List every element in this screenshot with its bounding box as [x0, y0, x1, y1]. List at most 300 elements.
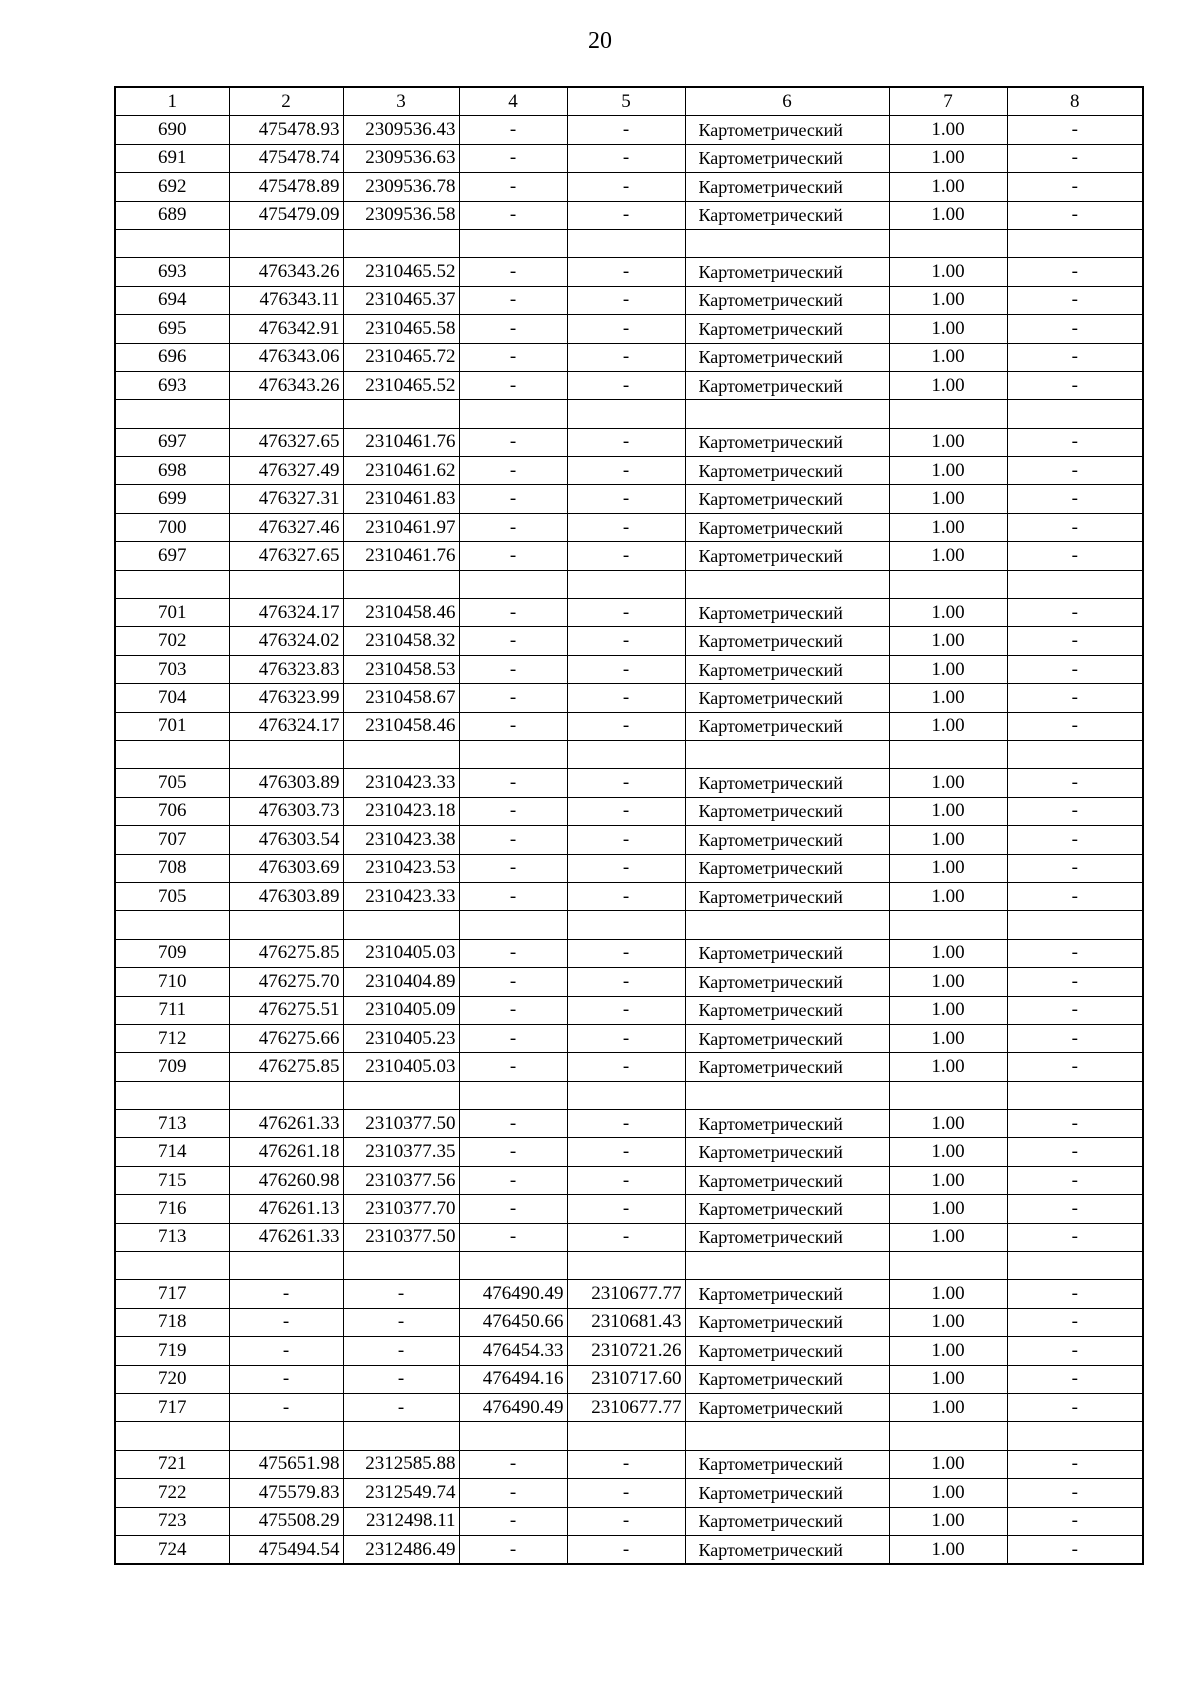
table-cell: -	[459, 286, 567, 314]
table-cell: 475479.09	[229, 201, 343, 229]
table-cell: -	[1007, 1479, 1143, 1507]
table-cell: -	[1007, 485, 1143, 513]
column-header: 3	[343, 87, 459, 116]
table-cell: 2310423.53	[343, 854, 459, 882]
table-row	[115, 1308, 1143, 1336]
table-cell: -	[459, 144, 567, 172]
empty-cell	[685, 911, 889, 939]
table-cell: 2310465.37	[343, 286, 459, 314]
table-cell: -	[567, 513, 685, 541]
table-cell: 713	[115, 1223, 229, 1251]
table-cell: -	[1007, 684, 1143, 712]
empty-cell	[685, 1081, 889, 1109]
table-cell: 1.00	[889, 1507, 1007, 1535]
table-row	[115, 1365, 1143, 1393]
table-cell: -	[459, 1195, 567, 1223]
table-cell: 1.00	[889, 201, 1007, 229]
table-cell: -	[567, 854, 685, 882]
table-cell: Картометрический	[685, 627, 889, 655]
separator-row	[115, 400, 1143, 428]
table-cell: 476275.51	[229, 996, 343, 1024]
table-row	[115, 1138, 1143, 1166]
table-cell: -	[229, 1308, 343, 1336]
table-cell: 1.00	[889, 1393, 1007, 1421]
table-row	[115, 485, 1143, 513]
table-cell: 2310461.83	[343, 485, 459, 513]
table-cell: Картометрический	[685, 1166, 889, 1194]
table-cell: 476275.85	[229, 1053, 343, 1081]
table-cell: 1.00	[889, 144, 1007, 172]
table-cell: -	[567, 684, 685, 712]
table-cell: 2310405.03	[343, 939, 459, 967]
table-cell: -	[459, 173, 567, 201]
table-cell: 711	[115, 996, 229, 1024]
table-cell: -	[567, 1223, 685, 1251]
table-cell: 1.00	[889, 1450, 1007, 1478]
table-cell: 2309536.43	[343, 116, 459, 144]
empty-cell	[459, 1422, 567, 1450]
table-cell: 476342.91	[229, 315, 343, 343]
column-header: 8	[1007, 87, 1143, 116]
table-cell: 2310458.46	[343, 599, 459, 627]
table-cell: 1.00	[889, 769, 1007, 797]
empty-cell	[1007, 229, 1143, 257]
table-cell: -	[459, 1450, 567, 1478]
column-header: 6	[685, 87, 889, 116]
table-cell: 476303.69	[229, 854, 343, 882]
table-cell: 2310677.77	[567, 1280, 685, 1308]
table-cell: -	[459, 371, 567, 399]
table-cell: 701	[115, 712, 229, 740]
empty-cell	[343, 911, 459, 939]
column-header: 7	[889, 87, 1007, 116]
table-cell: -	[1007, 826, 1143, 854]
table-cell: 699	[115, 485, 229, 513]
table-cell: -	[567, 655, 685, 683]
table-row	[115, 1166, 1143, 1194]
table-row	[115, 343, 1143, 371]
table-cell: 1.00	[889, 1280, 1007, 1308]
table-cell: -	[1007, 627, 1143, 655]
table-cell: -	[1007, 457, 1143, 485]
table-cell: 476303.54	[229, 826, 343, 854]
table-cell: -	[459, 542, 567, 570]
table-cell: 476454.33	[459, 1337, 567, 1365]
table-cell: -	[343, 1365, 459, 1393]
empty-cell	[115, 911, 229, 939]
table-row	[115, 1280, 1143, 1308]
table-cell: 2310458.46	[343, 712, 459, 740]
table-cell: 692	[115, 173, 229, 201]
table-row	[115, 286, 1143, 314]
empty-cell	[459, 229, 567, 257]
empty-cell	[459, 1252, 567, 1280]
empty-cell	[343, 740, 459, 768]
table-cell: -	[459, 513, 567, 541]
table-cell: -	[1007, 201, 1143, 229]
table-cell: 705	[115, 882, 229, 910]
table-cell: 709	[115, 1053, 229, 1081]
page-number: 20	[588, 28, 612, 54]
table-cell: 1.00	[889, 627, 1007, 655]
empty-cell	[229, 911, 343, 939]
table-cell: Картометрический	[685, 882, 889, 910]
table-cell: Картометрический	[685, 144, 889, 172]
table-cell: 476275.85	[229, 939, 343, 967]
table-cell: 721	[115, 1450, 229, 1478]
separator-row	[115, 740, 1143, 768]
column-header: 2	[229, 87, 343, 116]
table-row	[115, 882, 1143, 910]
table-cell: Картометрический	[685, 1365, 889, 1393]
table-cell: 2310377.50	[343, 1110, 459, 1138]
table-cell: -	[459, 996, 567, 1024]
table-row	[115, 939, 1143, 967]
table-cell: 1.00	[889, 116, 1007, 144]
empty-cell	[459, 1081, 567, 1109]
empty-cell	[459, 740, 567, 768]
empty-cell	[685, 400, 889, 428]
table-cell: 476324.17	[229, 599, 343, 627]
table-cell: 476260.98	[229, 1166, 343, 1194]
table-cell: 698	[115, 457, 229, 485]
empty-cell	[1007, 911, 1143, 939]
table-cell: -	[1007, 173, 1143, 201]
table-cell: -	[1007, 1223, 1143, 1251]
table-cell: -	[567, 939, 685, 967]
table-cell: 2310404.89	[343, 968, 459, 996]
table-cell: 1.00	[889, 826, 1007, 854]
table-cell: 476490.49	[459, 1393, 567, 1421]
table-cell: -	[567, 996, 685, 1024]
table-row	[115, 655, 1143, 683]
table-cell: -	[1007, 655, 1143, 683]
table-cell: 689	[115, 201, 229, 229]
table-cell: Картометрический	[685, 201, 889, 229]
table-cell: -	[567, 315, 685, 343]
table-cell: Картометрический	[685, 996, 889, 1024]
table-cell: -	[1007, 343, 1143, 371]
table-cell: -	[1007, 599, 1143, 627]
table-cell: -	[1007, 258, 1143, 286]
table-cell: 696	[115, 343, 229, 371]
table-cell: -	[459, 343, 567, 371]
table-row	[115, 854, 1143, 882]
empty-cell	[229, 1422, 343, 1450]
table-cell: -	[459, 1479, 567, 1507]
table-cell: 2310423.33	[343, 769, 459, 797]
table-cell: -	[567, 371, 685, 399]
table-cell: 1.00	[889, 599, 1007, 627]
table-cell: -	[567, 428, 685, 456]
table-cell: -	[1007, 286, 1143, 314]
table-cell: -	[1007, 1195, 1143, 1223]
table-cell: -	[567, 201, 685, 229]
table-cell: -	[1007, 1166, 1143, 1194]
table-cell: 2310405.23	[343, 1024, 459, 1052]
table-cell: -	[459, 599, 567, 627]
table-cell: 2310461.76	[343, 542, 459, 570]
table-cell: Картометрический	[685, 116, 889, 144]
table-cell: 475494.54	[229, 1535, 343, 1564]
table-cell: -	[459, 428, 567, 456]
table-cell: -	[1007, 116, 1143, 144]
table-cell: -	[459, 457, 567, 485]
table-cell: Картометрический	[685, 1393, 889, 1421]
table-cell: Картометрический	[685, 655, 889, 683]
table-row	[115, 116, 1143, 144]
table-row	[115, 1053, 1143, 1081]
table-row	[115, 996, 1143, 1024]
table-cell: 1.00	[889, 882, 1007, 910]
table-cell: 1.00	[889, 712, 1007, 740]
table-cell: -	[567, 116, 685, 144]
table-cell: -	[343, 1337, 459, 1365]
table-cell: -	[1007, 1535, 1143, 1564]
table-cell: 2309536.58	[343, 201, 459, 229]
table-cell: 1.00	[889, 968, 1007, 996]
table-row	[115, 627, 1143, 655]
table-row	[115, 428, 1143, 456]
table-cell: Картометрический	[685, 173, 889, 201]
table-body	[115, 116, 1143, 1564]
table-cell: 1.00	[889, 286, 1007, 314]
empty-cell	[1007, 740, 1143, 768]
table-cell: -	[1007, 854, 1143, 882]
table-cell: 707	[115, 826, 229, 854]
table-cell: -	[567, 1195, 685, 1223]
table-cell: -	[459, 1223, 567, 1251]
table-cell: -	[1007, 513, 1143, 541]
table-cell: Картометрический	[685, 854, 889, 882]
empty-cell	[685, 1422, 889, 1450]
table-cell: 1.00	[889, 854, 1007, 882]
table-cell: 476303.73	[229, 797, 343, 825]
table-cell: -	[459, 712, 567, 740]
table-cell: 2310461.76	[343, 428, 459, 456]
table-cell: -	[343, 1280, 459, 1308]
table-cell: 1.00	[889, 1053, 1007, 1081]
table-cell: -	[1007, 1393, 1143, 1421]
empty-cell	[685, 1252, 889, 1280]
table-cell: 475478.89	[229, 173, 343, 201]
table-cell: 1.00	[889, 1110, 1007, 1138]
table-cell: 724	[115, 1535, 229, 1564]
table-cell: -	[567, 1166, 685, 1194]
table-cell: -	[567, 627, 685, 655]
table-cell: -	[459, 655, 567, 683]
table-cell: 2312486.49	[343, 1535, 459, 1564]
empty-cell	[889, 1081, 1007, 1109]
table-cell: 476275.66	[229, 1024, 343, 1052]
empty-cell	[1007, 400, 1143, 428]
empty-cell	[1007, 1422, 1143, 1450]
table-cell: 2310465.52	[343, 371, 459, 399]
table-cell: -	[459, 1166, 567, 1194]
table-row	[115, 712, 1143, 740]
table-cell: 695	[115, 315, 229, 343]
table-cell: -	[567, 1024, 685, 1052]
table-cell: 476327.46	[229, 513, 343, 541]
table-cell: Картометрический	[685, 1110, 889, 1138]
table-cell: -	[567, 457, 685, 485]
table-cell: Картометрический	[685, 542, 889, 570]
table-cell: -	[459, 939, 567, 967]
table-cell: 1.00	[889, 1166, 1007, 1194]
table-cell: Картометрический	[685, 485, 889, 513]
table-cell: 2310423.33	[343, 882, 459, 910]
table-cell: -	[229, 1365, 343, 1393]
table-cell: -	[459, 854, 567, 882]
table-cell: 476323.83	[229, 655, 343, 683]
table-cell: -	[1007, 939, 1143, 967]
table-cell: 708	[115, 854, 229, 882]
table-cell: Картометрический	[685, 315, 889, 343]
table-cell: 1.00	[889, 1535, 1007, 1564]
table-cell: Картометрический	[685, 1138, 889, 1166]
table-cell: Картометрический	[685, 712, 889, 740]
separator-row	[115, 1422, 1143, 1450]
table-cell: -	[459, 684, 567, 712]
table-cell: 718	[115, 1308, 229, 1336]
table-cell: -	[567, 542, 685, 570]
table-row	[115, 1535, 1143, 1564]
table-cell: -	[459, 769, 567, 797]
table-row	[115, 173, 1143, 201]
table-cell: -	[459, 826, 567, 854]
table-cell: 690	[115, 116, 229, 144]
empty-cell	[115, 1081, 229, 1109]
table-row	[115, 201, 1143, 229]
table-cell: -	[1007, 542, 1143, 570]
table-cell: -	[343, 1393, 459, 1421]
table-cell: Картометрический	[685, 1337, 889, 1365]
table-cell: Картометрический	[685, 457, 889, 485]
table-cell: 1.00	[889, 428, 1007, 456]
table-row	[115, 599, 1143, 627]
table-cell: 1.00	[889, 939, 1007, 967]
empty-cell	[115, 229, 229, 257]
table-cell: 476261.33	[229, 1110, 343, 1138]
empty-cell	[889, 1252, 1007, 1280]
table-cell: 2310465.52	[343, 258, 459, 286]
table-cell: -	[1007, 315, 1143, 343]
empty-cell	[889, 740, 1007, 768]
table-cell: Картометрический	[685, 1024, 889, 1052]
empty-cell	[685, 570, 889, 598]
table-cell: -	[567, 485, 685, 513]
table-cell: 2310717.60	[567, 1365, 685, 1393]
table-cell: 476275.70	[229, 968, 343, 996]
table-cell: -	[229, 1337, 343, 1365]
table-cell: -	[1007, 1280, 1143, 1308]
column-header: 1	[115, 87, 229, 116]
table-cell: -	[229, 1393, 343, 1421]
table-cell: -	[1007, 1337, 1143, 1365]
table-row	[115, 1223, 1143, 1251]
empty-cell	[1007, 1252, 1143, 1280]
table-cell: -	[567, 599, 685, 627]
empty-cell	[567, 229, 685, 257]
table-row	[115, 1507, 1143, 1535]
table-cell: 476327.31	[229, 485, 343, 513]
table-cell: 1.00	[889, 684, 1007, 712]
table-cell: 697	[115, 542, 229, 570]
empty-cell	[567, 1422, 685, 1450]
table-cell: -	[1007, 144, 1143, 172]
table-cell: 2310377.50	[343, 1223, 459, 1251]
table-cell: Картометрический	[685, 1450, 889, 1478]
table-cell: Картометрический	[685, 343, 889, 371]
table-cell: 2310377.70	[343, 1195, 459, 1223]
table-row	[115, 1337, 1143, 1365]
table-cell: 2310405.03	[343, 1053, 459, 1081]
table-cell: 476450.66	[459, 1308, 567, 1336]
table-cell: Картометрический	[685, 797, 889, 825]
separator-row	[115, 229, 1143, 257]
table-cell: 716	[115, 1195, 229, 1223]
table-cell: 2310458.53	[343, 655, 459, 683]
table-cell: -	[459, 116, 567, 144]
table-cell: 1.00	[889, 371, 1007, 399]
table-row	[115, 684, 1143, 712]
table-cell: Картометрический	[685, 599, 889, 627]
table-cell: 476327.65	[229, 542, 343, 570]
empty-cell	[459, 400, 567, 428]
column-header: 5	[567, 87, 685, 116]
table-cell: 702	[115, 627, 229, 655]
table-cell: 1.00	[889, 485, 1007, 513]
table-cell: Картометрический	[685, 1308, 889, 1336]
table-cell: 2310405.09	[343, 996, 459, 1024]
table-cell: -	[459, 201, 567, 229]
table-cell: 476494.16	[459, 1365, 567, 1393]
empty-cell	[343, 400, 459, 428]
empty-cell	[889, 570, 1007, 598]
table-cell: 476324.17	[229, 712, 343, 740]
table-cell: -	[567, 1507, 685, 1535]
table-cell: 476343.26	[229, 371, 343, 399]
table-cell: 475478.74	[229, 144, 343, 172]
table-cell: -	[1007, 797, 1143, 825]
table-cell: 2310423.18	[343, 797, 459, 825]
table-cell: Картометрический	[685, 939, 889, 967]
table-cell: 701	[115, 599, 229, 627]
table-cell: Картометрический	[685, 826, 889, 854]
empty-cell	[567, 400, 685, 428]
table-cell: -	[459, 258, 567, 286]
table-cell: 1.00	[889, 173, 1007, 201]
table-cell: 476490.49	[459, 1280, 567, 1308]
table-row	[115, 1110, 1143, 1138]
table-cell: 2310377.56	[343, 1166, 459, 1194]
table-cell: 1.00	[889, 1024, 1007, 1052]
table-cell: -	[459, 1110, 567, 1138]
table-cell: 705	[115, 769, 229, 797]
table-cell: 475579.83	[229, 1479, 343, 1507]
empty-cell	[115, 740, 229, 768]
table-cell: -	[459, 797, 567, 825]
table-cell: 475478.93	[229, 116, 343, 144]
table-cell: 1.00	[889, 996, 1007, 1024]
table-cell: Картометрический	[685, 1053, 889, 1081]
table-cell: -	[459, 627, 567, 655]
table-cell: 1.00	[889, 1479, 1007, 1507]
empty-cell	[685, 229, 889, 257]
table-cell: 2309536.78	[343, 173, 459, 201]
table-cell: -	[459, 968, 567, 996]
coordinates-table	[114, 86, 1144, 1565]
